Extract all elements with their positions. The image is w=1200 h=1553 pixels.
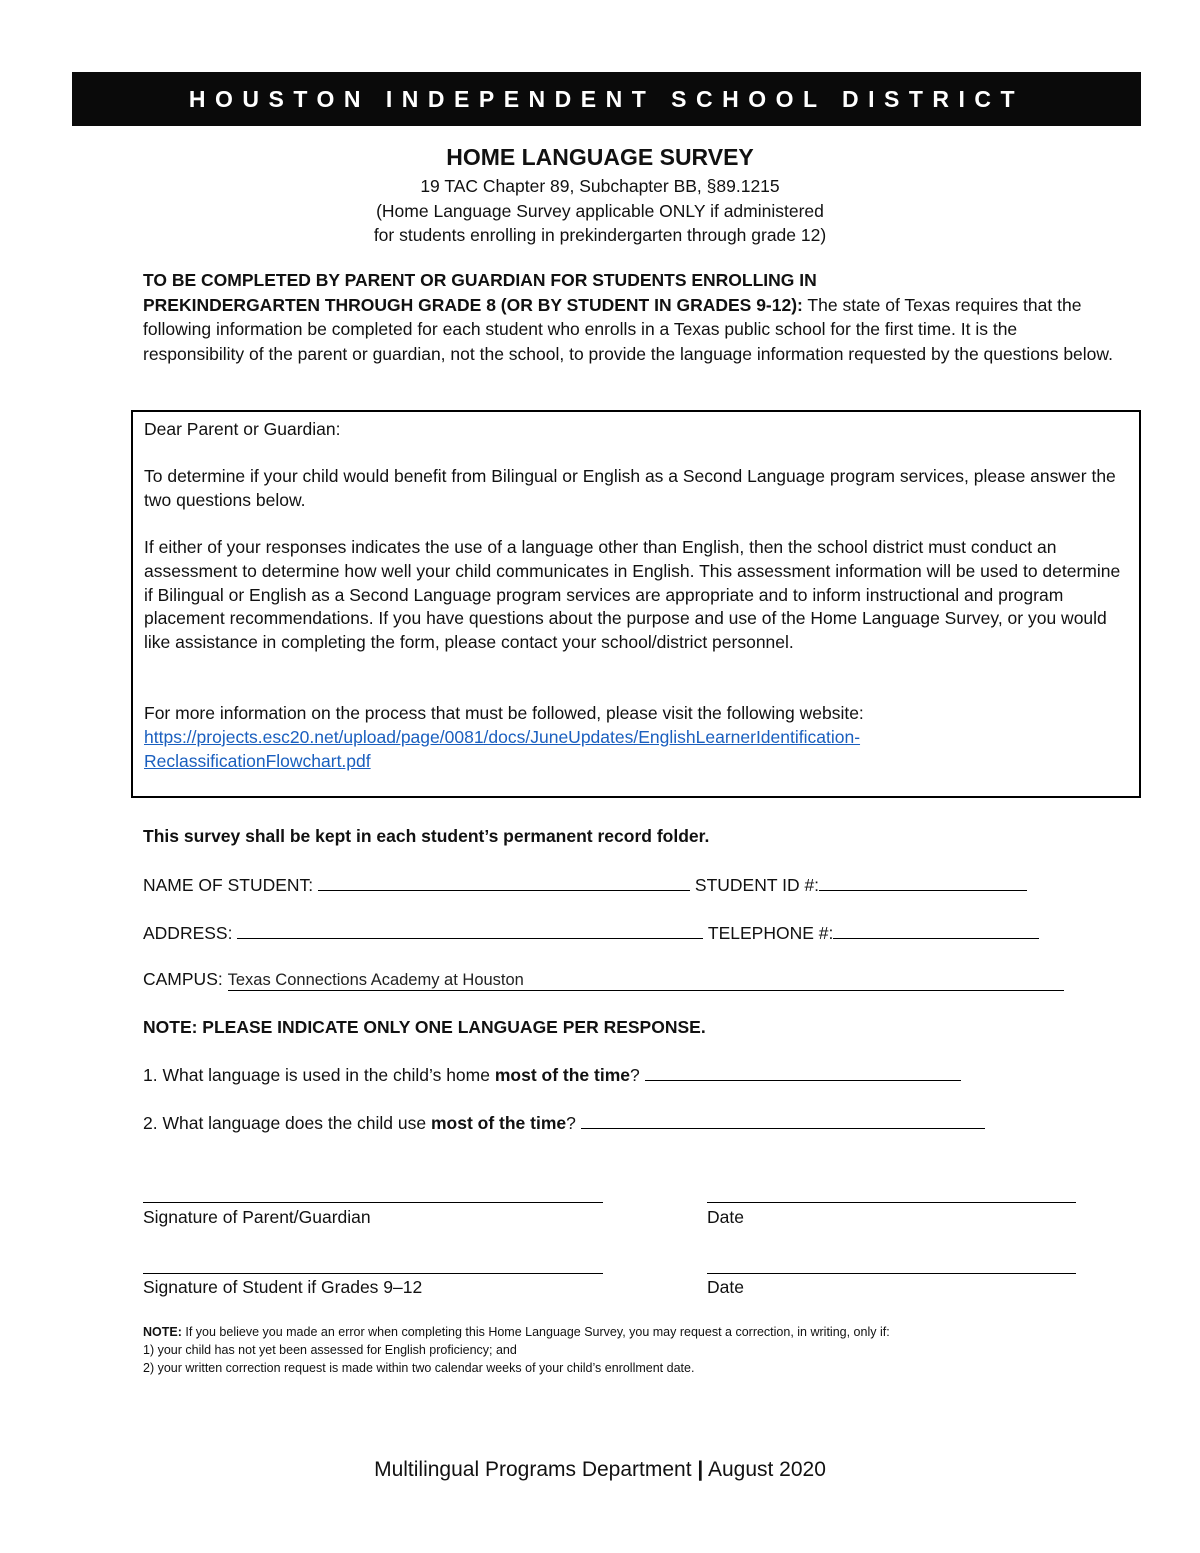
footer-date: August 2020	[707, 1458, 826, 1481]
address-field[interactable]	[237, 922, 703, 939]
campus-label: CAMPUS:	[143, 969, 223, 989]
student-date-label: Date	[707, 1277, 744, 1297]
student-signature-line[interactable]	[143, 1273, 603, 1274]
correction-label: NOTE:	[143, 1325, 182, 1339]
correction-line-3: 2) your written correction request is made within two calendar weeks of your child’s enrollment date.	[143, 1361, 695, 1375]
q2-text: 2. What language does the child use	[143, 1113, 431, 1133]
flowchart-link-2[interactable]: ReclassificationFlowchart.pdf	[144, 750, 371, 771]
letter-para-3	[144, 702, 1129, 773]
campus-row	[143, 969, 1064, 991]
applicability-note-1: (Home Language Survey applicable ONLY if administered	[376, 201, 824, 221]
instructions-text: The state of Texas requires that the following information be completed for each student who enrolls in a Texas public school for the first time. It is the responsibility of the parent or guardian, not the school, to provide the language information requested by the questions below.	[143, 294, 1113, 364]
instructions	[143, 268, 1123, 366]
student-date-line[interactable]	[707, 1273, 1076, 1274]
footer	[0, 1458, 1200, 1482]
instructions-bold-1: TO BE COMPLETED BY PARENT OR GUARDIAN FOR STUDENTS ENROLLING IN	[143, 270, 817, 290]
record-note: This survey shall be kept in each student’s permanent record folder.	[143, 826, 710, 846]
instructions-bold-2: PREKINDERGARTEN THROUGH GRADE 8 (OR BY STUDENT IN GRADES 9-12):	[143, 294, 803, 315]
correction-note	[143, 1323, 1143, 1377]
q1-answer-field[interactable]	[645, 1064, 961, 1081]
flowchart-link-1[interactable]: https://projects.esc20.net/upload/page/0081/docs/JuneUpdates/EnglishLearnerIdentification-	[144, 726, 861, 747]
letter-para-1: To determine if your child would benefit from Bilingual or English as a Second Language program services, please answer the two questions below.	[144, 466, 1116, 510]
q2-bold: most of the time	[430, 1113, 567, 1133]
question-1	[143, 1064, 961, 1086]
parent-date-label: Date	[707, 1207, 744, 1227]
telephone-label: TELEPHONE #:	[707, 923, 834, 943]
parent-signature-label: Signature of Parent/Guardian	[143, 1207, 371, 1227]
parent-signature-line[interactable]	[143, 1202, 603, 1203]
q2-suffix: ?	[566, 1113, 576, 1133]
student-name-label: NAME OF STUDENT:	[143, 875, 314, 895]
parent-letter-box	[131, 410, 1141, 798]
campus-field[interactable]: Texas Connections Academy at Houston	[228, 971, 1064, 991]
footer-separator: |	[697, 1458, 704, 1481]
district-banner	[72, 72, 1141, 126]
survey-title: HOME LANGUAGE SURVEY	[446, 144, 754, 170]
q1-suffix: ?	[630, 1065, 640, 1085]
telephone-field[interactable]	[833, 922, 1039, 939]
student-id-label: STUDENT ID #:	[694, 875, 820, 895]
citation: 19 TAC Chapter 89, Subchapter BB, §89.1215	[420, 176, 780, 196]
banner-text: HOUSTON INDEPENDENT SCHOOL DISTRICT	[188, 85, 1025, 112]
student-id-field[interactable]	[819, 874, 1027, 891]
letter-greeting: Dear Parent or Guardian:	[144, 419, 341, 439]
correction-line-1: If you believe you made an error when completing this Home Language Survey, you may request a correction, in writing, only if:	[185, 1325, 890, 1339]
letter-para-2: If either of your responses indicates the use of a language other than English, then the school district must conduct an assessment to determine how well your child communicates in English. This assessment information will be used to determine if Bilingual or English as a Second Language program services are appropriate and to inform instructional and program placement recommendations. If you have questions about the purpose and use of the Home Language Survey, or you would like assistance in completing the form, please contact your school/district personnel.	[144, 537, 1121, 653]
one-language-note: NOTE: PLEASE INDICATE ONLY ONE LANGUAGE PER RESPONSE.	[143, 1017, 706, 1037]
question-2	[143, 1112, 985, 1134]
correction-line-2: 1) your child has not yet been assessed for English proficiency; and	[143, 1343, 517, 1357]
q2-answer-field[interactable]	[581, 1112, 985, 1129]
q1-bold: most of the time	[494, 1065, 630, 1085]
address-row	[143, 922, 1039, 944]
letter-para-3-text: For more information on the process that must be followed, please visit the following website:	[144, 703, 864, 723]
student-name-field[interactable]	[318, 874, 690, 891]
q1-text: 1. What language is used in the child’s home	[143, 1065, 495, 1085]
address-label: ADDRESS:	[143, 923, 233, 943]
applicability-note-2: for students enrolling in prekindergarten through grade 12)	[373, 225, 827, 245]
footer-department: Multilingual Programs Department	[374, 1458, 692, 1481]
student-signature-label: Signature of Student if Grades 9–12	[143, 1277, 423, 1297]
student-name-row	[143, 874, 1027, 896]
parent-date-line[interactable]	[707, 1202, 1076, 1203]
